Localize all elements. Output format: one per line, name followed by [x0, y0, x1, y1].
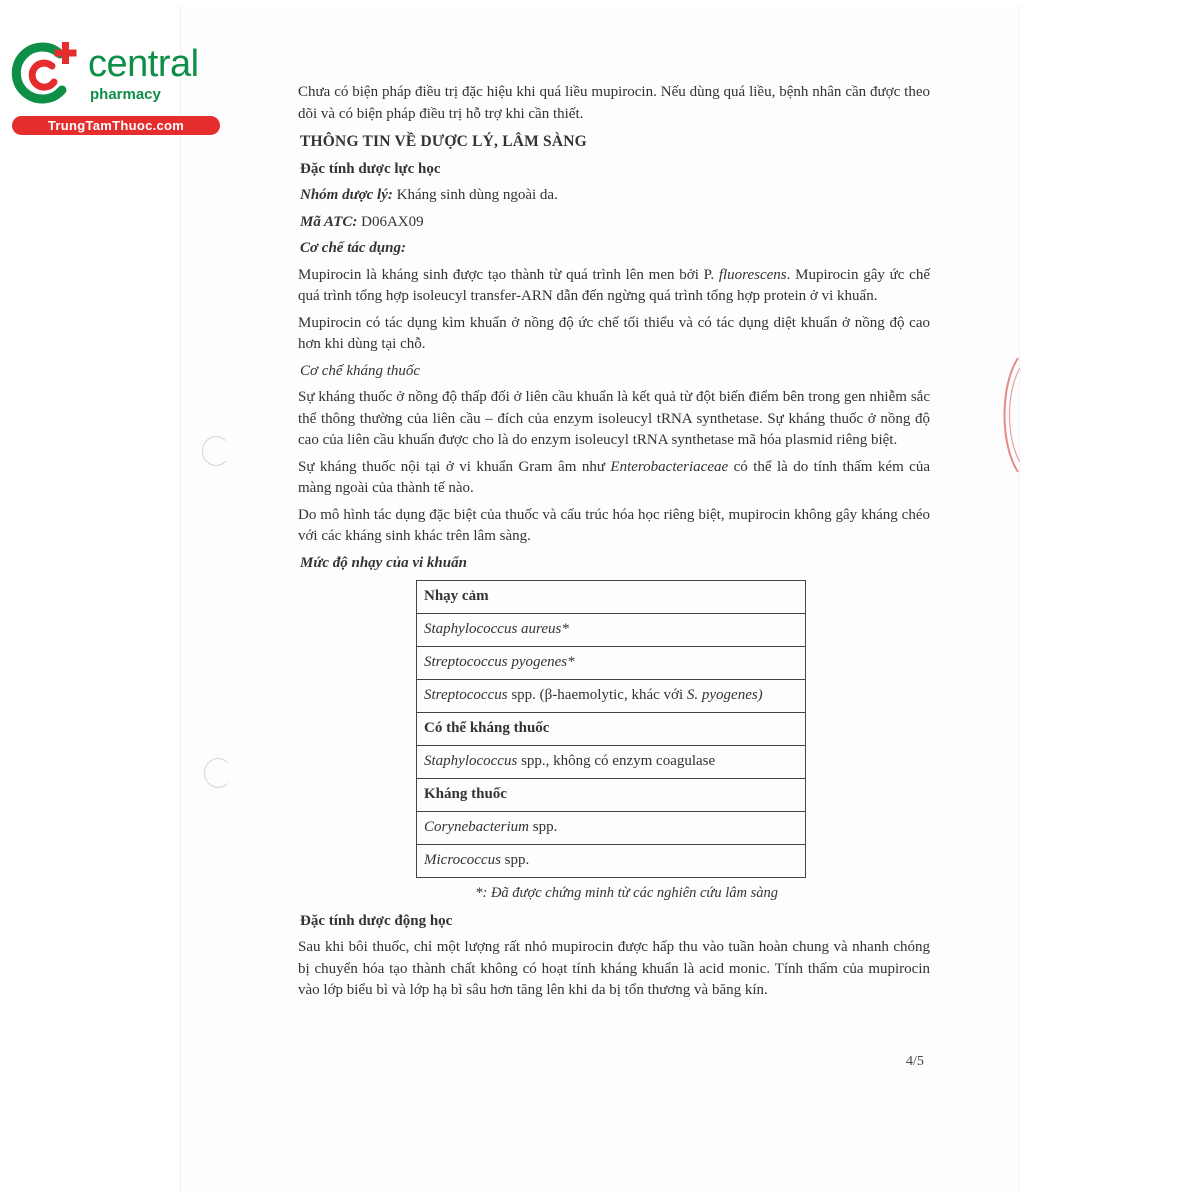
table-row [417, 581, 806, 614]
table-category-may-resist: Có thể kháng thuốc [417, 713, 806, 746]
table-cell: Streptococcus pyogenes* [417, 647, 806, 680]
table-row [417, 779, 806, 812]
pharm-group-label: Nhóm dược lý: [300, 187, 393, 203]
logo-name: central [88, 43, 199, 85]
pharmacodynamics-heading: Đặc tính dược lực học [300, 160, 441, 177]
table-cell: Corynebacterium spp. [417, 812, 806, 845]
table-row [417, 812, 806, 845]
table-category-susceptible: Nhạy cảm [417, 581, 806, 614]
pharmacokinetics-heading: Đặc tính dược động học [300, 912, 453, 929]
hole-punch-mark [202, 436, 230, 466]
table-footnote: *: Đã được chứng minh từ các nghiên cứu lâm sàng [475, 885, 778, 901]
atc-code-row [300, 212, 930, 234]
table-cell: Staphylococcus spp., không có enzym coagulase [417, 746, 806, 779]
pharmacy-cross-icon [10, 38, 80, 108]
table-cell: Streptococcus spp. (β-haemolytic, khác với S. pyogenes) [417, 680, 806, 713]
document-body [298, 82, 930, 1007]
hole-punch-mark [204, 758, 232, 788]
section-title: THÔNG TIN VỀ DƯỢC LÝ, LÂM SÀNG [300, 133, 587, 150]
table-row [417, 746, 806, 779]
resistance-paragraph-1: Sự kháng thuốc ở nồng độ thấp đối ở liên cầu khuẩn là kết quả từ đột biến điểm bên trong gen nhiễm sắc thể thông thường của liên cầu – đích của enzym isoleucyl tRNA synthetase. Sự kháng thuốc ở nồng độ cao của liên cầu khuẩn được cho là do enzym isoleucyl tRNA synthetase mã hóa plasmid riêng biệt. [298, 389, 930, 448]
sensitivity-table [416, 580, 806, 878]
resistance-paragraph-2: Sự kháng thuốc nội tại ở vi khuẩn Gram âm như Enterobacteriaceae có thể là do tính thấm kém của màng ngoài của thành tế nào. [298, 458, 930, 496]
table-row [417, 614, 806, 647]
stamp-mark [996, 356, 1020, 474]
atc-value: D06AX09 [357, 213, 424, 230]
table-category-resistant: Kháng thuốc [417, 779, 806, 812]
central-pharmacy-logo[interactable] [10, 36, 220, 136]
resistance-heading: Cơ chế kháng thuốc [300, 362, 421, 379]
atc-label: Mã ATC: [300, 213, 358, 230]
overdose-paragraph: Chưa có biện pháp điều trị đặc hiệu khi quá liều mupirocin. Nếu dùng quá liều, bệnh nhân cần được theo dõi và có biện pháp điều trị hỗ trợ khi cần thiết. [298, 84, 930, 122]
sensitivity-heading: Mức độ nhạy của vi khuẩn [300, 554, 467, 571]
table-row [417, 647, 806, 680]
mechanism-heading: Cơ chế tác dụng: [300, 240, 406, 256]
table-cell: Micrococcus spp. [417, 845, 806, 878]
table-row [417, 845, 806, 878]
logo-subtitle: pharmacy [90, 86, 161, 103]
table-cell: Staphylococcus aureus* [417, 614, 806, 647]
pharmacokinetics-paragraph: Sau khi bôi thuốc, chỉ một lượng rất nhỏ mupirocin được hấp thu vào tuần hoàn chung và nhanh chóng bị chuyển hóa tạo thành chất không có hoạt tính kháng khuẩn là acid monic. Tính thấm của mupirocin vào lớp biểu bì và lớp hạ bì sâu hơn tăng lên khi da bị tổn thương và băng kín. [298, 939, 930, 998]
page-number: 4/5 [906, 1054, 924, 1069]
logo-site-url: TrungTamThuoc.com [12, 116, 220, 135]
resistance-paragraph-3: Do mô hình tác dụng đặc biệt của thuốc và cấu trúc hóa học riêng biệt, mupirocin không gây kháng chéo với các kháng sinh khác trên lâm sàng. [298, 506, 930, 544]
mechanism-paragraph-2: Mupirocin có tác dụng kìm khuẩn ở nồng độ ức chế tối thiểu và có tác dụng diệt khuẩn ở nồng độ cao hơn khi dùng tại chỗ. [298, 314, 930, 352]
mechanism-paragraph-1: Mupirocin là kháng sinh được tạo thành từ quá trình lên men bởi P. fluorescens. Mupirocin gây ức chế quá trình tổng hợp isoleucyl transfer-ARN dẫn đến ngừng quá trình tổng hợp protein ở vi khuẩn. [298, 266, 930, 304]
pharm-group-value: Kháng sinh dùng ngoài da. [392, 187, 558, 203]
table-row [417, 680, 806, 713]
pharm-group-row [300, 185, 930, 207]
table-row [417, 713, 806, 746]
